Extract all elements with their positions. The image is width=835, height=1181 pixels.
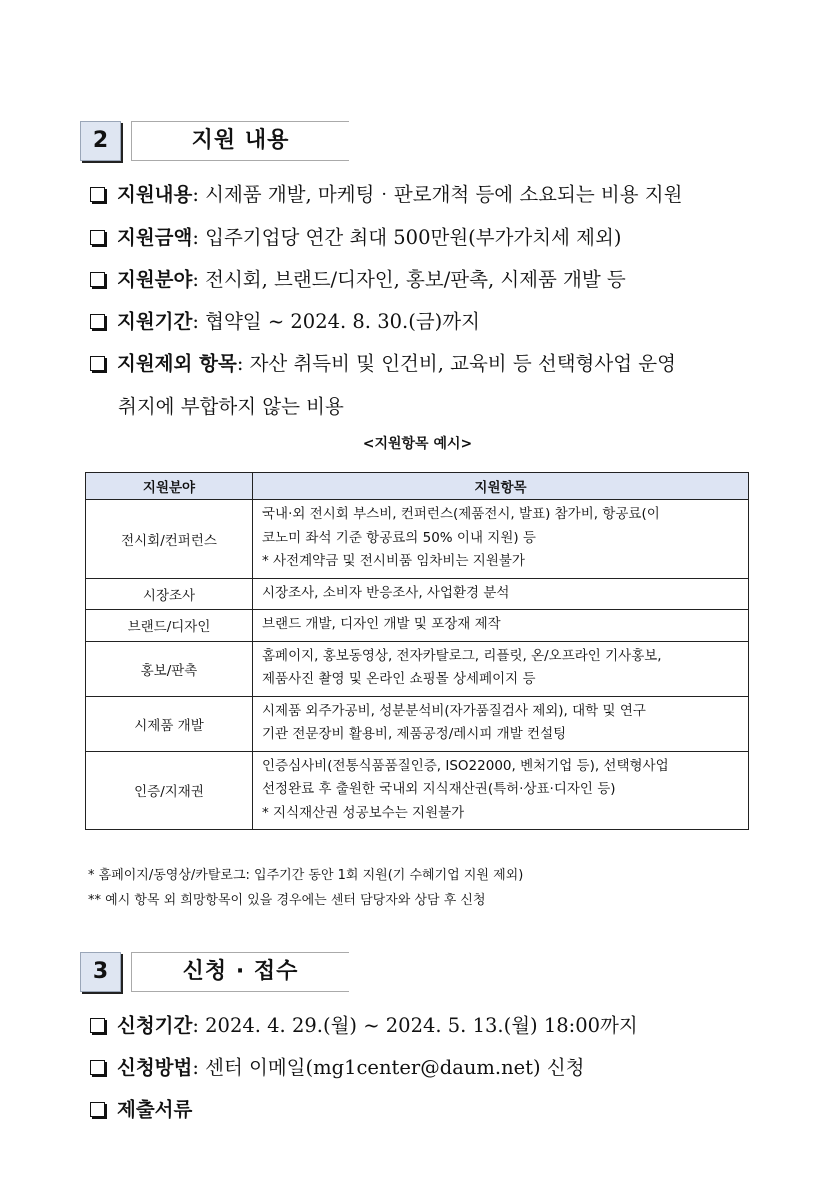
section-number: 2 [80,121,121,161]
table-row [86,641,749,696]
header-items: 지원항목 [253,473,749,500]
row-field: 전시회/컨퍼런스 [86,500,253,579]
checkbox-icon [90,314,105,329]
item-support-content: 지원내용: 시제품 개발, 마케팅‧판로개척 등에 소요되는 비용 지원 [90,181,682,209]
section-title: 신청 · 접수 [131,952,349,992]
row-items: 시장조사, 소비자 반응조사, 사업환경 분석 [253,578,749,610]
section-title: 지원 내용 [131,121,349,161]
checkbox-icon [90,356,105,371]
checkbox-icon [90,1018,105,1033]
item-excluded-items: 지원제외 항목: 자산 취득비 및 인건비, 교육비 등 선택형사업 운영 [90,350,676,378]
item-support-amount: 지원금액: 입주기업당 연간 최대 500만원(부가가치세 제외) [90,224,621,252]
row-field: 홍보/판촉 [86,641,253,696]
checkbox-icon [90,187,105,202]
item-documents: 제출서류 [90,1096,192,1124]
row-items: 시제품 외주가공비, 성분분석비(자가품질검사 제외), 대학 및 연구 기관 전문장비 활용비, 제품공정/레시피 개발 컨설팅 [253,696,749,751]
checkbox-icon [90,1060,105,1075]
checkbox-icon [90,272,105,287]
row-items: 홈페이지, 홍보동영상, 전자카탈로그, 리플릿, 온/오프라인 기사홍보, 제품사진 촬영 및 온라인 쇼핑몰 상세페이지 등 [253,641,749,696]
row-items: 인증심사비(전통식품품질인증, ISO22000, 벤처기업 등), 선택형사업 선정완료 후 출원한 국내외 지식재산권(특허·상표·디자인 등) * 지식재산권 성공보수는 지원불가 [253,751,749,830]
table-row [86,751,749,830]
support-items-table [85,472,749,830]
row-items: 국내·외 전시회 부스비, 컨퍼런스(제품전시, 발표) 참가비, 항공료(이 코노미 좌석 기준 항공료의 50% 이내 지원) 등 * 사전계약금 및 전시비품 임차비는 지원불가 [253,500,749,579]
row-field: 시제품 개발 [86,696,253,751]
checkbox-icon [90,230,105,245]
item-application-period: 신청기간: 2024. 4. 29.(월) ~ 2024. 5. 13.(월) 18:00까지 [90,1012,638,1040]
row-items: 브랜드 개발, 디자인 개발 및 포장재 제작 [253,610,749,642]
checkbox-icon [90,1102,105,1117]
table-header-row [86,473,749,500]
table-row [86,500,749,579]
table-row [86,610,749,642]
row-field: 브랜드/디자인 [86,610,253,642]
section-number: 3 [80,952,121,992]
item-excluded-continuation: 취지에 부합하지 않는 비용 [118,395,344,418]
table-row [86,696,749,751]
row-field: 시장조사 [86,578,253,610]
header-field: 지원분야 [86,473,253,500]
item-support-field: 지원분야: 전시회, 브랜드/디자인, 홍보/판촉, 시제품 개발 등 [90,266,626,294]
item-support-period: 지원기간: 협약일 ~ 2024. 8. 30.(금)까지 [90,308,480,336]
footnote: * 홈페이지/동영상/카탈로그: 입주기간 동안 1회 지원(기 수혜기업 지원 제외) [88,868,524,883]
item-application-method: 신청방법: 센터 이메일(mg1center@daum.net) 신청 [90,1054,585,1082]
row-field: 인증/지재권 [86,751,253,830]
table-caption: <지원항목 예시> [362,436,473,452]
table-row [86,578,749,610]
footnote: ** 예시 항목 외 희망항목이 있을 경우에는 센터 담당자와 상담 후 신청 [88,893,486,908]
